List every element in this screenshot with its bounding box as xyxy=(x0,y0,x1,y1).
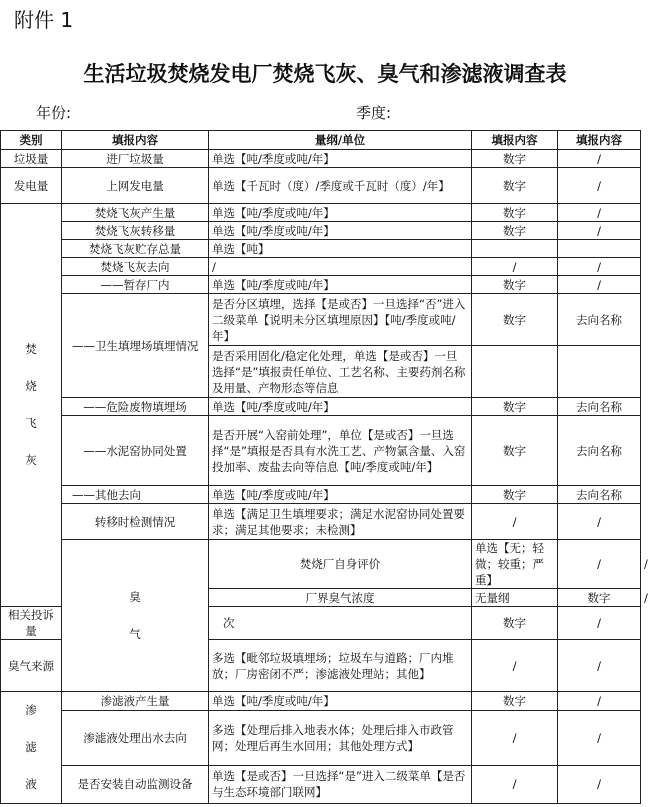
table-header-row xyxy=(1,131,641,150)
item-cell: 进厂垃圾量 xyxy=(62,150,209,168)
category-char: 臭 xyxy=(129,589,141,604)
unit-cell: 是否采用固化/稳定化处理，单选【是或否】一旦选择“是”填报责任单位、工艺名称、主要药剂名称及用量、产物形态等信息 xyxy=(209,346,472,398)
header-category: 类别 xyxy=(1,131,62,150)
header-unit: 量纲/单位 xyxy=(209,131,472,150)
category-leachate xyxy=(1,692,62,804)
content-cell: 去向名称 xyxy=(558,294,641,346)
item-cell: 焚烧厂自身评价 xyxy=(209,540,472,589)
unit-cell: 多选【毗邻垃圾填埋场；垃圾车与道路；厂内堆放；厂房密闭不严；渗滤液处理站；其他】 xyxy=(209,640,472,692)
content-cell: 数字 xyxy=(472,607,558,640)
item-cell: ——水泥窑协同处置 xyxy=(62,416,209,486)
category-char: 烧 xyxy=(25,379,37,393)
unit-cell: 单选【吨/季度或吨/年】 xyxy=(209,276,472,294)
content-cell: / xyxy=(558,204,641,222)
year-label: 年份: xyxy=(36,104,72,122)
table-row xyxy=(1,294,641,346)
content-cell: 数字 xyxy=(472,204,558,222)
content-cell: 去向名称 xyxy=(558,398,641,416)
item-cell: 厂界臭气浓度 xyxy=(209,589,472,607)
content-cell: / xyxy=(558,711,641,766)
table-row xyxy=(1,150,641,168)
unit-cell: 是否开展“入窑前处理”，单位【是或否】一旦选择“是”填报是否具有水洗工艺、产物氯含量、入窑投加率、废盐去向等信息【吨/季度或吨/年】 xyxy=(209,416,472,486)
content-cell: / xyxy=(558,540,641,589)
table-row: 臭 气 焚烧厂自身评价 单选【无；轻微；较重；严重】 / / xyxy=(1,540,641,589)
table-row xyxy=(1,258,641,276)
content-cell: / xyxy=(472,258,558,276)
category-char: 飞 xyxy=(25,416,37,430)
item-cell: ——暂存厂内 xyxy=(62,276,209,294)
content-cell: / xyxy=(558,258,641,276)
category-flyash xyxy=(1,204,62,607)
content-cell: / xyxy=(472,765,558,803)
table-row xyxy=(1,222,641,240)
item-cell: 焚烧飞灰贮存总量 xyxy=(62,240,209,258)
header-content-2: 填报内容 xyxy=(558,131,641,150)
item-cell: 转移时检测情况 xyxy=(62,504,209,540)
category-cell: 发电量 xyxy=(1,168,62,204)
table-row xyxy=(1,240,641,258)
content-cell: / xyxy=(558,504,641,540)
annex-label: 附件 1 xyxy=(14,8,74,32)
content-cell: 数字 xyxy=(472,150,558,168)
category-char: 气 xyxy=(129,626,141,641)
category-char: 渗 xyxy=(25,703,37,717)
content-cell: 数字 xyxy=(472,222,558,240)
item-cell: 焚烧飞灰产生量 xyxy=(62,204,209,222)
item-cell: ——危险废物填埋场 xyxy=(62,398,209,416)
unit-cell: 单选【千瓦时（度）/季度或千瓦时（度）/年】 xyxy=(209,168,472,204)
content-cell: 数字 xyxy=(472,398,558,416)
item-cell: 相关投诉量 xyxy=(1,607,62,640)
content-cell: 数字 xyxy=(472,416,558,486)
unit-cell: 多选【处理后排入地表水体；处理后排入市政管网；处理后再生水回用；其他处理方式】 xyxy=(209,711,472,766)
content-cell: 数字 xyxy=(558,589,641,607)
unit-cell: 单选【吨/季度或吨/年】 xyxy=(209,204,472,222)
content-cell: / xyxy=(558,765,641,803)
content-cell: 数字 xyxy=(472,486,558,504)
table-row xyxy=(1,504,641,540)
header-content-1: 填报内容 xyxy=(472,131,558,150)
content-cell: / xyxy=(472,711,558,766)
content-cell xyxy=(472,240,558,258)
quarter-label: 季度: xyxy=(356,104,392,122)
unit-cell: 单选【吨】 xyxy=(209,240,472,258)
table-row xyxy=(1,486,641,504)
table-row xyxy=(1,692,641,711)
unit-cell: 单选【吨/季度或吨/年】 xyxy=(209,398,472,416)
survey-table xyxy=(0,130,648,804)
unit-cell: 单选【吨/季度或吨/年】 xyxy=(209,486,472,504)
content-cell: 数字 xyxy=(472,276,558,294)
unit-cell: 单选【吨/季度或吨/年】 xyxy=(209,222,472,240)
content-cell xyxy=(472,346,558,398)
category-char: 滤 xyxy=(25,740,37,754)
page-title: 生活垃圾焚烧发电厂焚烧飞灰、臭气和渗滤液调查表 xyxy=(83,62,567,86)
unit-cell: 单选【无；轻微；较重；严重】 xyxy=(472,540,558,589)
content-cell: 去向名称 xyxy=(558,416,641,486)
content-cell: / xyxy=(558,640,641,692)
item-cell: 焚烧飞灰去向 xyxy=(62,258,209,276)
table-row xyxy=(1,765,641,803)
header-item: 填报内容 xyxy=(62,131,209,150)
item-cell: 上网发电量 xyxy=(62,168,209,204)
item-cell: 是否安装自动监测设备 xyxy=(62,765,209,803)
category-char: 焚 xyxy=(25,342,37,356)
unit-cell: 是否分区填埋，选择【是或否】一旦选择“否”进入二级菜单【说明未分区填埋原因】【吨/季度或吨/年】 xyxy=(209,294,472,346)
content-cell: / xyxy=(558,607,641,640)
category-char: 液 xyxy=(25,777,37,791)
unit-cell: / xyxy=(209,258,472,276)
table-row: 厂界臭气浓度 无量纲 数字 / xyxy=(1,589,641,607)
content-cell: / xyxy=(558,222,641,240)
content-cell: / xyxy=(558,150,641,168)
category-char: 灰 xyxy=(25,453,37,467)
content-cell: 去向名称 xyxy=(558,486,641,504)
category-odor xyxy=(62,540,209,692)
content-cell: 数字 xyxy=(472,294,558,346)
item-cell: ——其他去向 xyxy=(62,486,209,504)
table-row xyxy=(1,204,641,222)
category-cell: 垃圾量 xyxy=(1,150,62,168)
content-cell xyxy=(558,346,641,398)
item-cell: 臭气来源 xyxy=(1,640,62,692)
item-cell: 焚烧飞灰转移量 xyxy=(62,222,209,240)
item-cell: 渗滤液产生量 xyxy=(62,692,209,711)
content-cell: / xyxy=(558,168,641,204)
table-row xyxy=(1,168,641,204)
content-cell: / xyxy=(472,640,558,692)
table-row xyxy=(1,711,641,766)
content-cell: / xyxy=(558,692,641,711)
item-cell: ——卫生填埋场填埋情况 xyxy=(62,294,209,398)
item-cell: 渗滤液处理出水去向 xyxy=(62,711,209,766)
unit-cell: 单选【满足卫生填埋要求；满足水泥窑协同处置要求；满足其他要求；未检测】 xyxy=(209,504,472,540)
content-cell: / xyxy=(558,276,641,294)
unit-cell: 单选【吨/季度或吨/年】 xyxy=(209,150,472,168)
unit-cell: 无量纲 xyxy=(472,589,558,607)
content-cell xyxy=(558,240,641,258)
unit-cell: 单选【是或否】一旦选择“是”进入二级菜单【是否与生态环境部门联网】 xyxy=(209,765,472,803)
table-row xyxy=(1,398,641,416)
unit-cell: 次 xyxy=(209,607,472,640)
content-cell: / xyxy=(472,504,558,540)
content-cell: 数字 xyxy=(472,168,558,204)
unit-cell: 单选【吨/季度或吨/年】 xyxy=(209,692,472,711)
table-row xyxy=(1,276,641,294)
content-cell: 数字 xyxy=(472,692,558,711)
table-row xyxy=(1,416,641,486)
